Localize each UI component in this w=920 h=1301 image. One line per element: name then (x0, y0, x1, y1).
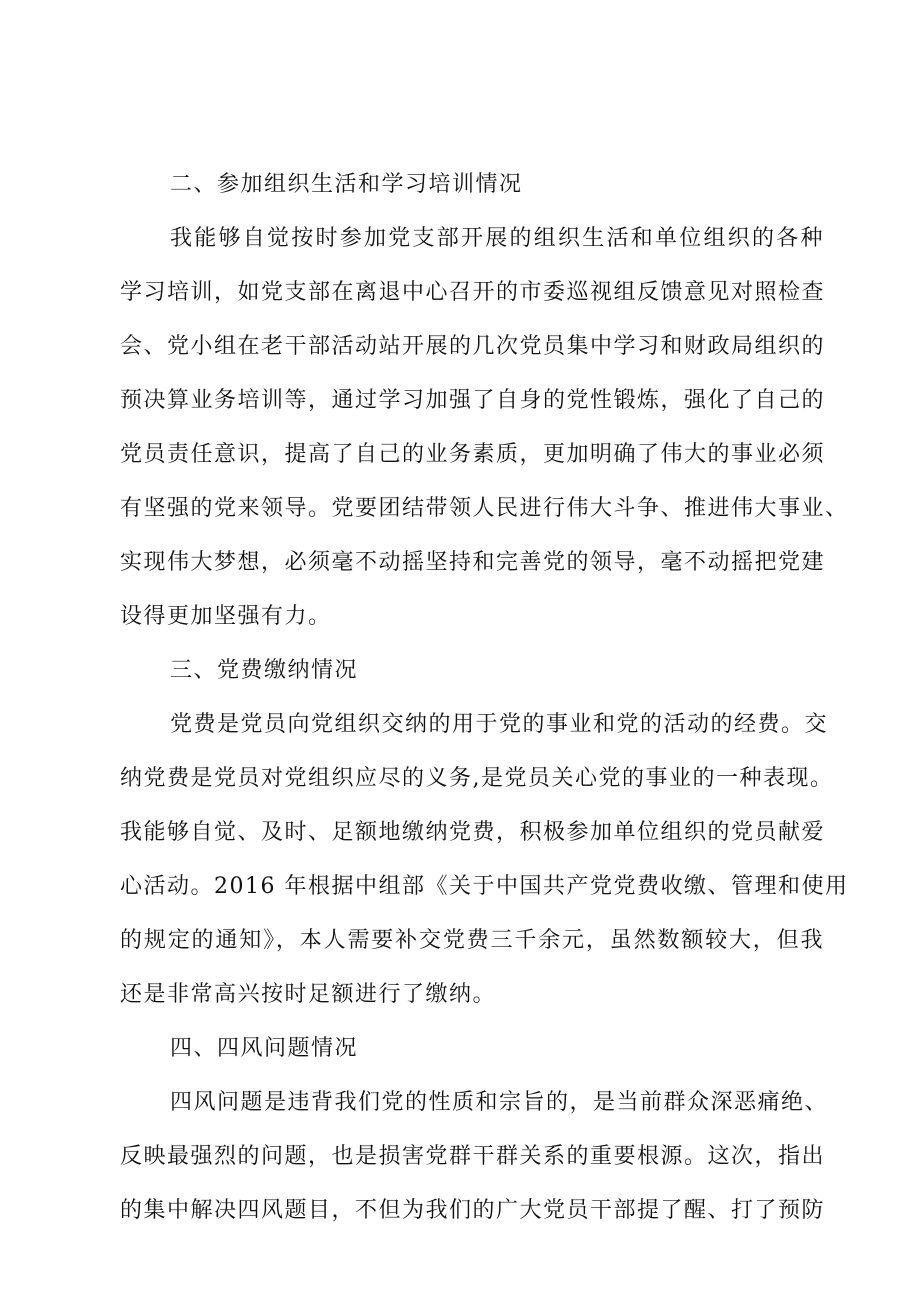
document-page (120, 158, 849, 1238)
paragraph-line: 预决算业务培训等，通过学习加强了自身的党性锻炼，强化了自己的 (120, 388, 826, 413)
paragraph-line: 反映最强烈的问题，也是损害党群干群关系的重要根源。这次，指出 (120, 1144, 826, 1169)
paragraph-line: 会、党小组在老干部活动站开展的几次党员集中学习和财政局组织的 (120, 334, 826, 359)
paragraph-line: 四风问题是违背我们党的性质和宗旨的，是当前群众深恶痛绝、 (170, 1090, 829, 1115)
paragraph-line: 还是非常高兴按时足额进行了缴纳。 (120, 982, 497, 1007)
section-heading: 四、四风问题情况 (170, 1036, 359, 1061)
paragraph-line: 我能够自觉按时参加党支部开展的组织生活和单位组织的各种 (170, 226, 824, 251)
paragraph-line: 心活动。2016 年根据中组部《关于中国共产党党费收缴、管理和使用 (120, 874, 849, 899)
paragraph-line: 学习培训，如党支部在离退中心召开的市委巡视组反馈意见对照检查 (120, 280, 826, 305)
section-heading: 三、党费缴纳情况 (170, 658, 359, 683)
paragraph-line: 实现伟大梦想，必须毫不动摇坚持和完善党的领导，毫不动摇把党建 (120, 550, 826, 575)
paragraph-line: 纳党费是党员对党组织应尽的义务,是党员关心党的事业的一种表现。 (120, 766, 834, 791)
paragraph-line: 党员责任意识，提高了自己的业务素质，更加明确了伟大的事业必须 (120, 442, 826, 467)
paragraph-line: 党费是党员向党组织交纳的用于党的事业和党的活动的经费。交 (170, 712, 829, 737)
paragraph-line: 我能够自觉、及时、足额地缴纳党费，积极参加单位组织的党员献爱 (120, 820, 826, 845)
paragraph-line: 的集中解决四风题目，不但为我们的广大党员干部提了醒、打了预防 (120, 1198, 826, 1223)
paragraph-line: 的规定的通知》，本人需要补交党费三千余元，虽然数额较大，但我 (120, 928, 824, 953)
section-heading: 二、参加组织生活和学习培训情况 (170, 172, 523, 197)
paragraph-line: 设得更加坚强有力。 (120, 604, 332, 629)
paragraph-line: 有坚强的党来领导。党要团结带领人民进行伟大斗争、推进伟大事业、 (120, 496, 849, 521)
